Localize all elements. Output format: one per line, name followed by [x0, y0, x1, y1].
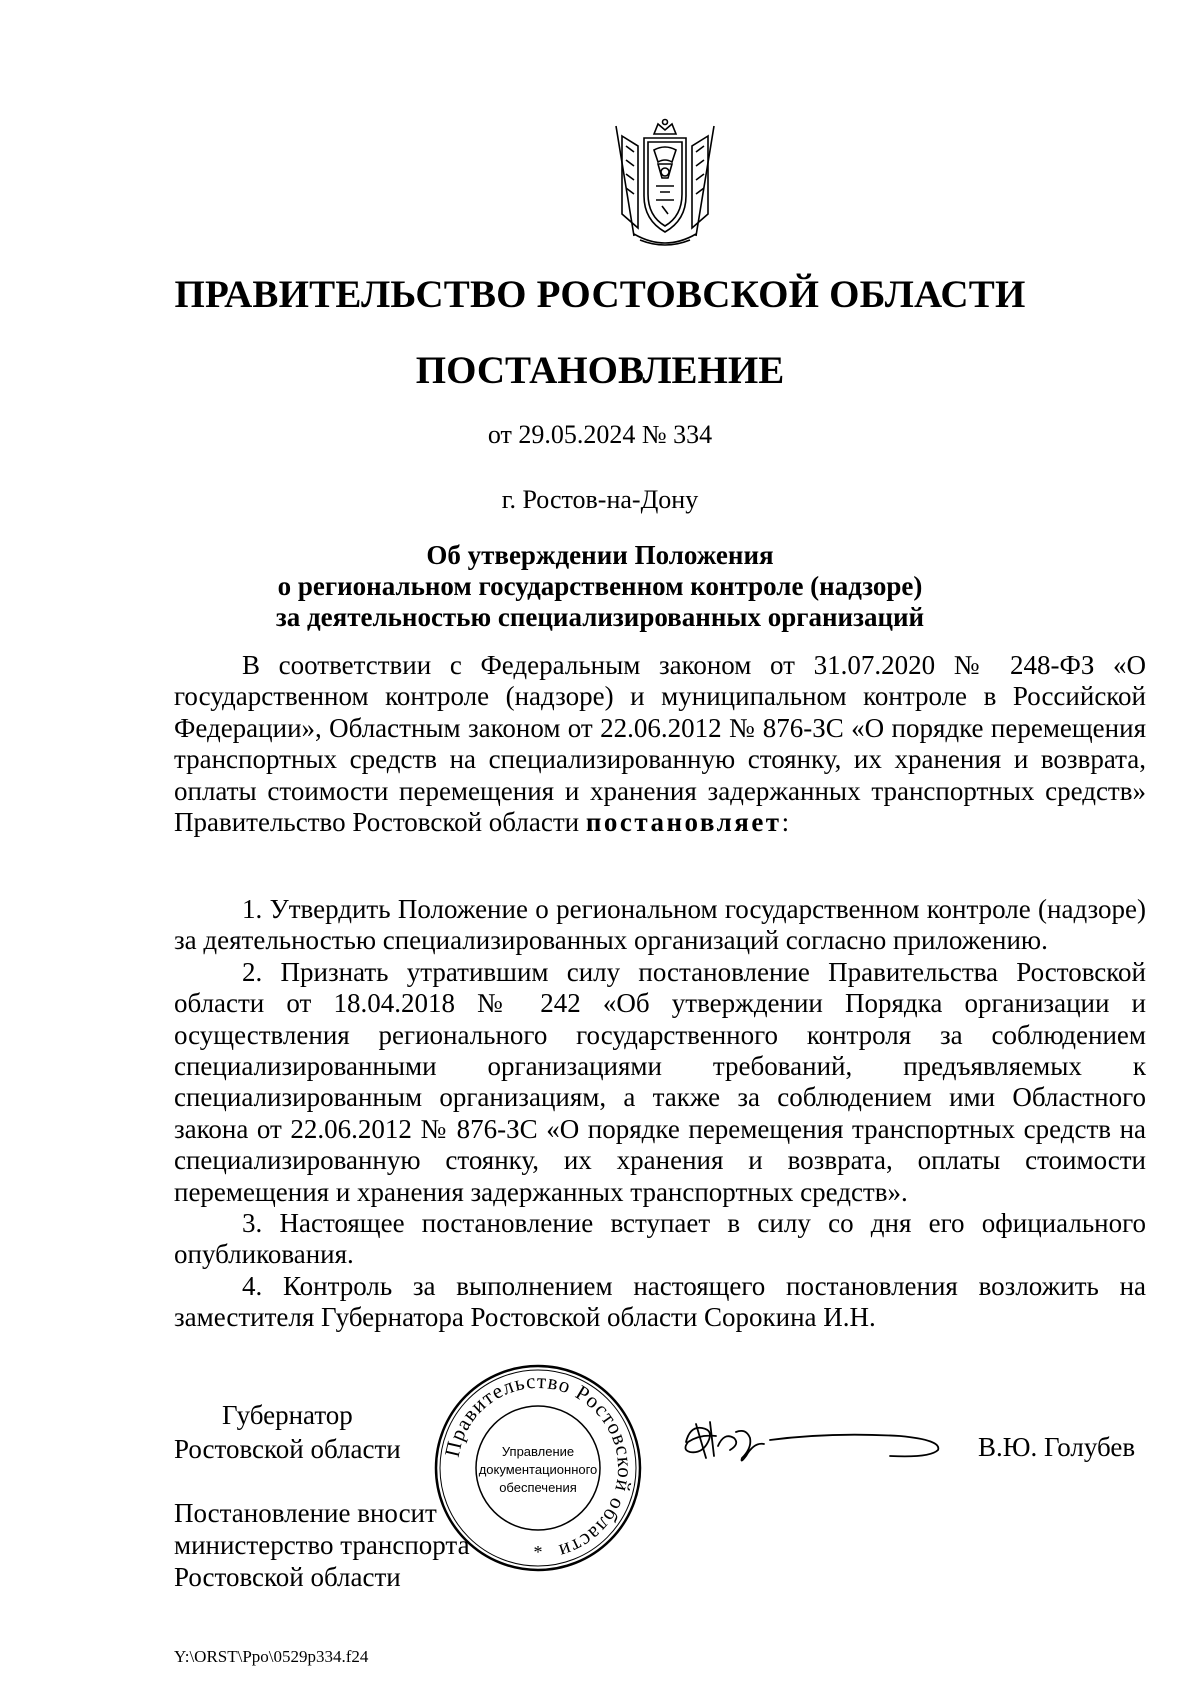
decree-items [174, 894, 1146, 1334]
document-subject [0, 540, 1200, 633]
official-seal-icon [432, 1362, 644, 1574]
seal-star: * [533, 1542, 543, 1562]
submitted-by-line: министерство транспорта [174, 1530, 470, 1560]
document-type: ПОСТАНОВЛЕНИЕ [415, 349, 785, 392]
preamble-tail: : [781, 807, 790, 838]
submitted-by-line: Постановление вносит [174, 1498, 437, 1528]
decree-item: 2. Признать утратившим силу постановление Правительства Ростовской области от 18.04.2018 № 242 «Об утверждении Порядка организации и осуществления регионального государственного контроля за соблюдением специализированными организациями требований, предъявляемых к специализированным организациям, а также за соблюдением ими Областного закона от 22.06.2012 № 876-ЗС «О порядке перемещения транспортных средств на специализированную стоянку, их хранения и возврата, оплаты стоимости перемещения и хранения задержанных транспортных средств». [174, 956, 1146, 1207]
decree-item: 4. Контроль за выполнением настоящего постановления возложить на заместителя Губернатора Ростовской области Сорокина И.Н. [174, 1270, 1146, 1333]
coat-of-arms-icon [604, 116, 726, 252]
preamble-paragraph [174, 650, 1146, 838]
signatory-position-line: Ростовской области [174, 1434, 401, 1464]
seal-center-line: документационного [478, 1462, 598, 1477]
handwritten-signature-icon [680, 1412, 950, 1472]
signatory-position-line: Губернатор [222, 1400, 353, 1430]
decree-item: 3. Настоящее постановление вступает в силу со дня его официального опубликования. [174, 1208, 1146, 1270]
decree-item: 1. Утвердить Положение о региональном государственном контроле (надзоре) за деятельностью специализированных организаций согласно приложению. [174, 894, 1146, 956]
subject-line: о региональном государственном контроле (надзоре) [277, 571, 923, 601]
preamble-text: В соответствии с Федеральным законом от 31.07.2020 № 248-ФЗ «О государственном контроле (надзоре) и муниципальном контроле в Российской Федерации», Областным законом от 22.06.2012 № 876-ЗС «О порядке перемещения транспортных средств на специализированную стоянку, их хранения и возврата, оплаты стоимости перемещения и хранения задержанных транспортных средств» Правительство Ростовской области [174, 650, 1146, 838]
signatory-position [174, 1398, 401, 1466]
decree-word: постановляет [585, 807, 782, 838]
file-path-footer: Y:\ORST\Ppo\0529p334.f24 [174, 1647, 369, 1666]
organization-title: ПРАВИТЕЛЬСТВО РОСТОВСКОЙ ОБЛАСТИ [174, 273, 1026, 316]
document-date-number: от 29.05.2024 № 334 [487, 420, 713, 449]
seal-center-line: обеспечения [499, 1480, 577, 1495]
submitted-by-line: Ростовской области [174, 1562, 401, 1592]
subject-line: Об утверждении Положения [426, 540, 774, 570]
document-city: г. Ростов-на-Дону [501, 485, 699, 514]
seal-ring-text: Правительство Ростовской области [439, 1368, 638, 1565]
submitted-by [174, 1497, 470, 1593]
subject-line: за деятельностью специализированных организаций [275, 602, 925, 632]
seal-center-line: Управление [501, 1444, 575, 1459]
signatory-name: В.Ю. Голубев [978, 1432, 1136, 1462]
